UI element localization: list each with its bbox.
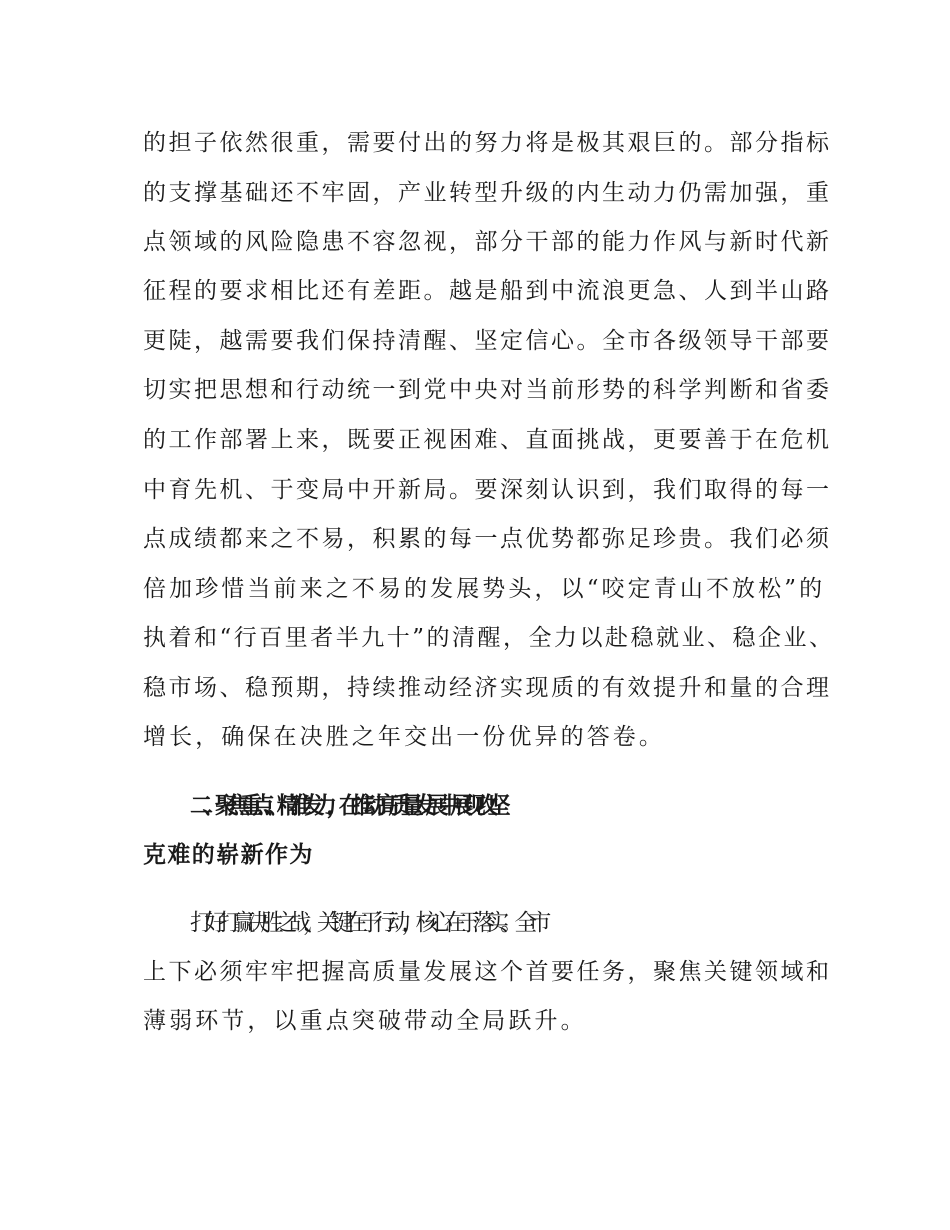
text-line: 点领域的风险隐患不容忽视，部分干部的能力作风与新时代新 — [143, 229, 832, 255]
text-line: 薄弱环节，以重点突破带动全局跃升。 — [143, 1008, 587, 1034]
text-line: 上下必须牢牢把握高质量发展这个首要任务，聚焦关键领域和 — [143, 959, 832, 985]
heading-line: 二、聚焦重点、精准发力，在推动高质量发展中展现攻坚 — [190, 793, 501, 819]
text-line: 的支撑基础还不牢固，产业转型升级的内生动力仍需加强，重 — [143, 180, 832, 206]
text-line: 的担子依然很重，需要付出的努力将是极其艰巨的。部分指标 — [143, 130, 832, 156]
text-line: 的工作部署上来，既要正视困难、直面挑战，更要善于在危机 — [143, 427, 832, 453]
text-line: 切实把思想和行动统一到党中央对当前形势的科学判断和省委 — [143, 377, 832, 403]
text-line: 更陡，越需要我们保持清醒、坚定信心。全市各级领导干部要 — [143, 328, 832, 354]
text-line: 增长，确保在决胜之年交出一份优异的答卷。 — [143, 724, 665, 750]
heading-line: 克难的崭新作为 — [143, 842, 314, 868]
text-line: 执着和“行百里者半九十”的清醒，全力以赴稳就业、稳企业、 — [143, 625, 835, 651]
text-line: 点成绩都来之不易，积累的每一点优势都弥足珍贵。我们必须 — [143, 526, 832, 552]
text-line: 打好打赢决胜之战，关键在于行动，核心在于落实。全市 — [190, 910, 543, 936]
text-line: 中育先机、于变局中开新局。要深刻认识到，我们取得的每一 — [143, 477, 832, 503]
text-line: 征程的要求相比还有差距。越是船到中流浪更急、人到半山路 — [143, 278, 832, 304]
text-line: 倍加珍惜当前来之不易的发展势头，以“咬定青山不放松”的 — [143, 576, 826, 602]
text-line: 稳市场、稳预期，持续推动经济实现质的有效提升和量的合理 — [143, 675, 832, 701]
